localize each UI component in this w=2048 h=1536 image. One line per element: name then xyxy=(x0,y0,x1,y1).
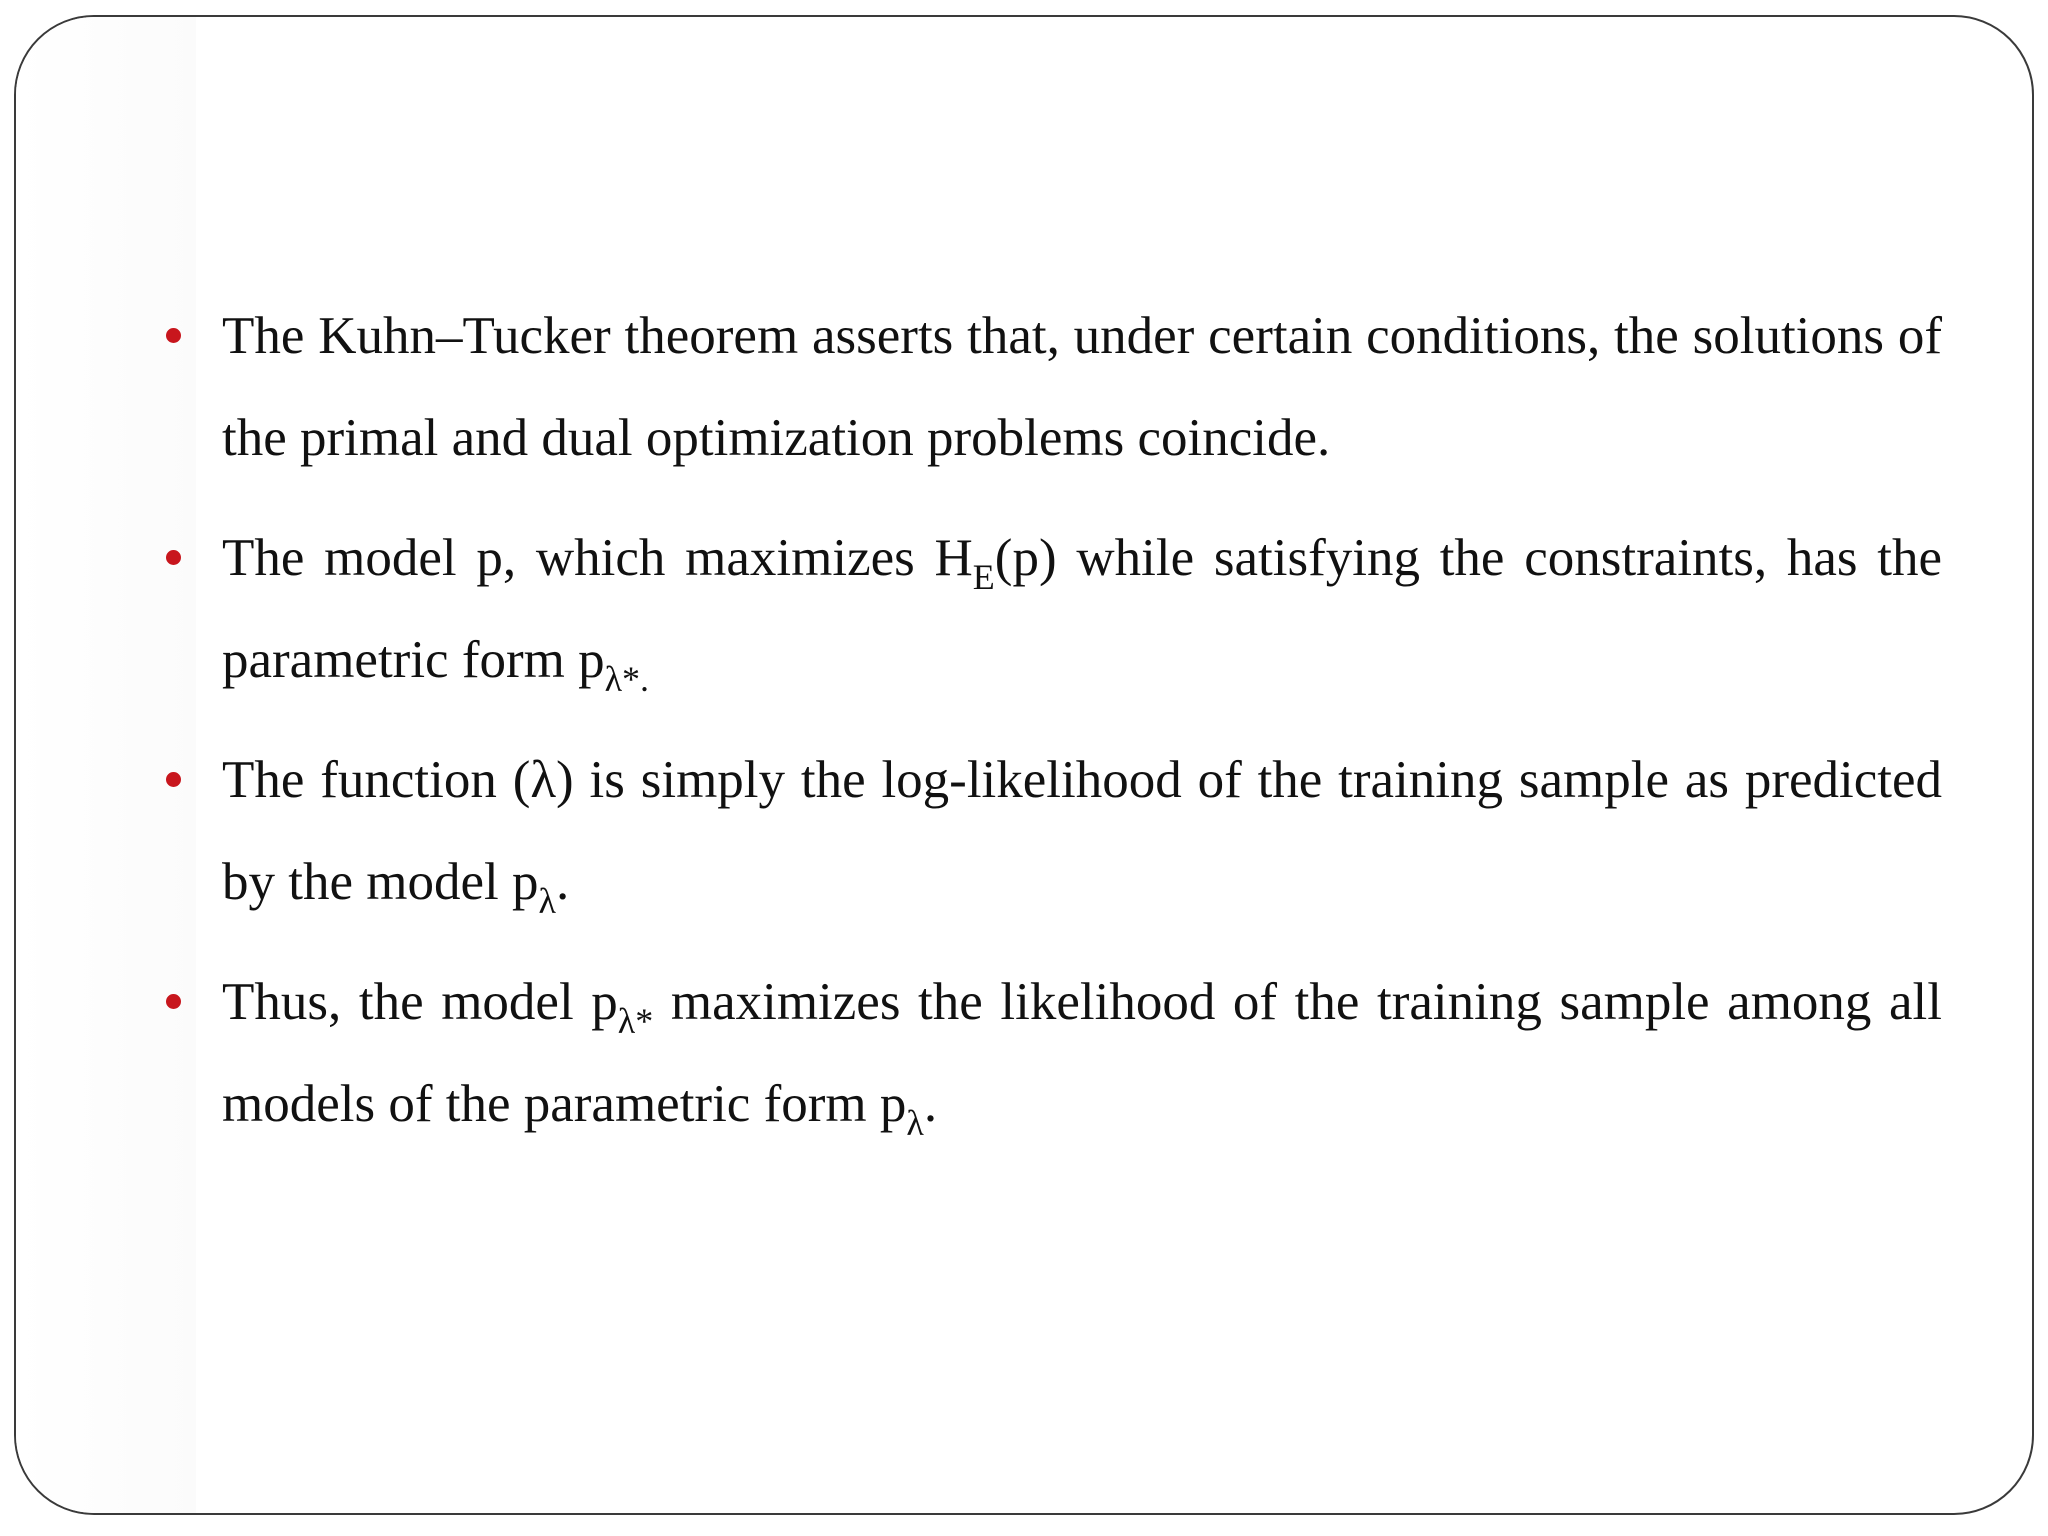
bullet-text-before: Thus, the model p xyxy=(222,973,618,1031)
bullet-dot-icon xyxy=(166,550,181,565)
bullet-text-before: The function (λ) is simply the log-likelihood of the training sample as predicted by the model p xyxy=(222,751,1942,911)
bullet-dot-icon xyxy=(166,772,181,787)
bullet-text-before: The model p, which maximizes H xyxy=(222,529,973,587)
subscript-lambda: λ xyxy=(906,1103,924,1143)
bullet-item-model-maximizes-entropy xyxy=(222,507,1942,711)
bullet-item-maximum-likelihood xyxy=(222,951,1942,1155)
bullet-text-middle: maximizes the likelihood of the training sample among all models of the parametric form p xyxy=(222,973,1942,1133)
bullet-text: The Kuhn–Tucker theorem asserts that, under certain conditions, the solutions of the primal and dual optimization problems coincide. xyxy=(222,307,1942,467)
subscript-e: E xyxy=(972,557,995,597)
subscript-lambda-star: λ* xyxy=(617,1001,654,1041)
slide xyxy=(14,15,2034,1515)
bullet-text-after: . xyxy=(555,853,570,911)
bullet-dot-icon xyxy=(166,994,181,1009)
bullet-item-log-likelihood xyxy=(222,729,1942,933)
bullet-item-kuhn-tucker xyxy=(222,285,1942,489)
bullet-text-middle: (p) while satisfying the constraints, has the parametric form p xyxy=(222,529,1942,689)
bullet-text-after: . xyxy=(923,1075,938,1133)
subscript-lambda-star: λ*. xyxy=(604,659,650,699)
subscript-lambda: λ xyxy=(538,881,556,921)
bullet-dot-icon xyxy=(166,328,181,343)
slide-background-shade xyxy=(16,17,196,1513)
bullet-list xyxy=(222,285,1942,1173)
